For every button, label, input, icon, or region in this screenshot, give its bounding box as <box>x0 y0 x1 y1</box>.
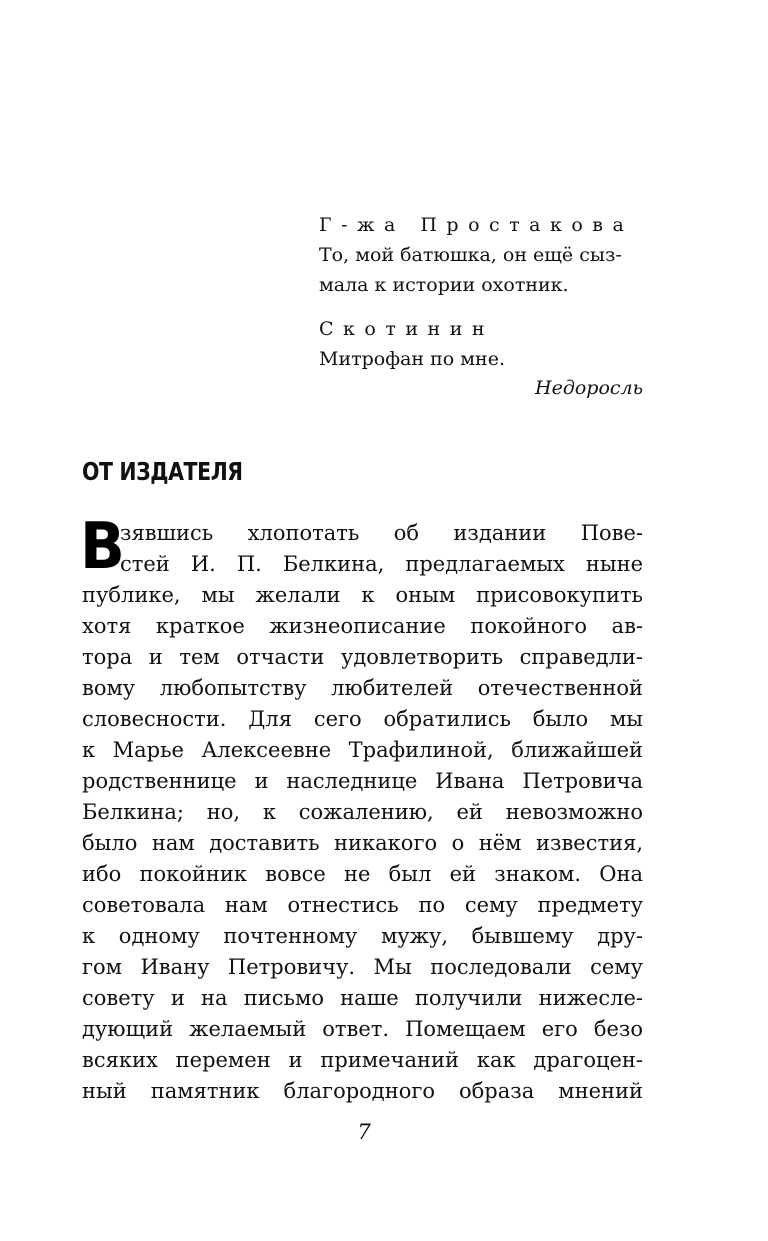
paragraph-line: к Марье Алексеевне Трафилиной, ближайшей <box>82 738 643 762</box>
epigraph-line: мала к истории охотник. <box>319 274 569 296</box>
paragraph-line: советовала нам отнестись по сему предмету <box>82 893 643 917</box>
paragraph-line: хотя краткое жизнеописание покойного ав- <box>82 614 643 638</box>
epigraph-line: То, мой батюшка, он ещё сыз- <box>319 244 622 266</box>
paragraph-line: ибо покойник вовсе не был ей знаком. Она <box>82 862 643 886</box>
paragraph-line: стей И. П. Белкина, предлагаемых ныне <box>120 552 643 576</box>
paragraph-line: дующий желаемый ответ. Помещаем его безо <box>82 1017 643 1041</box>
epigraph-speaker-skotinin: Скотинин <box>319 318 495 340</box>
paragraph-line: ный памятник благородного образа мнений <box>82 1079 643 1103</box>
paragraph-line: родственнице и наследнице Ивана Петровича <box>82 769 643 793</box>
epigraph-speaker-prostakova: Г-жа Простакова <box>319 214 634 236</box>
paragraph-line: гом Ивану Петровичу. Мы последовали сему <box>82 955 643 979</box>
paragraph-line: всяких перемен и примечаний как драгоцен- <box>82 1048 643 1072</box>
paragraph-line: тора и тем отчасти удовлетворить справедли- <box>82 645 643 669</box>
section-heading: ОТ ИЗДАТЕЛЯ <box>82 457 243 486</box>
epigraph-source: Недоросль <box>535 377 643 399</box>
paragraph-line: к одному почтенному мужу, бывшему дру- <box>82 924 643 948</box>
body-paragraph <box>80 510 643 1107</box>
paragraph-line: словесности. Для сего обратились было мы <box>82 707 643 731</box>
paragraph-line: вому любопытству любителей отечественной <box>82 676 643 700</box>
paragraph-line: совету и на письмо наше получили нижесле- <box>82 986 643 1010</box>
page-number: 7 <box>357 1120 371 1144</box>
epigraph <box>319 210 643 402</box>
epigraph-line: Митрофан по мне. <box>319 348 506 370</box>
drop-cap: В <box>80 510 125 584</box>
paragraph-line: было нам доставить никакого о нём известия, <box>82 831 643 855</box>
paragraph-line: зявшись хлопотать об издании Пове- <box>120 521 643 545</box>
paragraph-line: Белкина; но, к сожалению, ей невозможно <box>82 800 643 824</box>
paragraph-line: публике, мы желали к оным присовокупить <box>82 583 643 607</box>
